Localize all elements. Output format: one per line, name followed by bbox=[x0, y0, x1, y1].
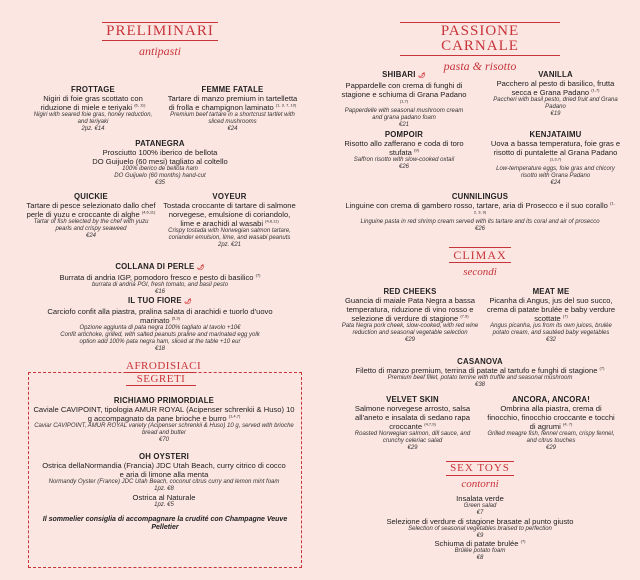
dish-cunnilingus: CUNNILINGUS Linguine con crema di gambero rosso, tartare, aria di Prosecco e il suo corallo $^{(1, 2, 3, 9)}$ Linguine pasta in red shrimp cream served with its tartare and its coral and air of prosecco €26 bbox=[345, 192, 615, 232]
dish-voyeur: VOYEUR Tostada croccante di tartare di salmone norvegese, emulsione di coriandolo, lime e arachidi al wasabi $^{(4,6,11)}$ Crispy tostada with Norwegian salmon tartare, coriander emulsion, lime, and wasabi peanuts 2pz. €21 bbox=[163, 192, 296, 248]
side-schiuma-patate: Schiuma di patate brulée $^{(7)}$ Brûlée potato foam €8 bbox=[434, 538, 526, 561]
side-verdure-stagione: Selezione di verdure di stagione brasate al punto giusto Selection of seasonal vegetables braised to perfection €9 bbox=[386, 517, 574, 539]
sextoys-header bbox=[440, 458, 520, 490]
dish-quickie: QUICKIE Tartare di pesce selezionato dallo chef perle di yuzu e croccante di alghe $^{(4,6,11)}$ Tartar of fish selected by the chef with yuzu pearls and crispy seaweed €24 bbox=[26, 192, 156, 239]
preliminari-subtitle: antipasti bbox=[138, 44, 181, 58]
sextoys-subtitle: contorni bbox=[461, 478, 499, 490]
passione-title: PASSIONE CARNALE bbox=[400, 22, 560, 56]
sommelier-note: Il sommelier consiglia di accompagnare la crudité con Champagne Veuve Pelletier bbox=[42, 516, 288, 531]
sextoys-title: SEX TOYS bbox=[446, 461, 514, 476]
passione-header bbox=[400, 22, 560, 74]
dish-red-cheeks: RED CHEEKS Guancia di maiale Pata Negra a bassa temperatura, riduzione di vino rosso e selezione di verdure di stagione $^{(7,9)}$ Pata Negra pork cheek, slow-cooked, with red wine reduction and seasonal vegetable selection €29 bbox=[341, 287, 479, 343]
dish-il-tuo-fiore: IL TUO FIORE 🌶 Carciofo confit alla piastra, pralina salata di arachidi e tuorlo d'uovo marinato $^{(5,3)}$ Opzione aggiunta di pata negra 100% tagliato al tavolo +10€ Confit artichoke, grilled, with salted peanuts praline and marinated egg yolk option add 100% pata negra ham, sliced at the table +10 eur €18 bbox=[47, 296, 273, 352]
chili-icon: 🌶 bbox=[196, 265, 205, 271]
dish-collana-di-perle: COLLANA DI PERLE 🌶 Burrata di andria IGP, pomodoro fresco e pesto di basilico $^{(7)}$ burrata di andria PGI, fresh tomato, and basil pesto €16 bbox=[59, 262, 261, 295]
chili-icon: 🌶 bbox=[418, 73, 426, 79]
dish-meat-me: MEAT ME Picanha di Angus, jus del suo succo, crema di patate brulée e baby verdure scottate $^{(7)}$ Angus picanha, jus from its own juices, brulée potato cream, and sautéed baby vegetables €32 bbox=[486, 287, 616, 343]
dish-velvet-skin: VELVET SKIN Salmone norvegese arrosto, salsa all'aneto e insalata di sedano rapa croccante $^{(4,7,9)}$ Roasted Norwegian salmon, dill sauce, and crunchy celeriac salad €29 bbox=[354, 395, 471, 451]
climax-subtitle: secondi bbox=[463, 266, 497, 278]
passione-subtitle: pasta & risotto bbox=[443, 59, 517, 73]
dish-femme-fatale: FEMME FATALE Tartare di manzo premium in tartelletta di frolla e champignon laminato $^{(1, 3, 7, 10)}$ Premium beef tartare in a shortcrust tartlet with sliced mushrooms €24 bbox=[167, 85, 298, 132]
preliminari-title: PRELIMINARI bbox=[102, 22, 218, 41]
side-insalata-verde: Insalata verde Green salad €7 bbox=[456, 494, 504, 516]
dish-ancora-ancora: ANCORA, ANCORA! Ombrina alla piastra, crema di finocchio, finocchio croccante e tocchi di agrumi $^{(4, 7)}$ Grilled meagre fish, fennel cream, crispy fennel, and citrus touches €29 bbox=[487, 395, 615, 451]
dish-patanegra: PATANEGRA Prosciutto 100% iberico de bellota DO Guijuelo (60 mesi) tagliato al coltello 100% iberico de bellota ham DO Guijuelo (60 months) hand-cut €35 bbox=[92, 139, 228, 186]
dish-shibari: SHIBARI 🌶 Pappardelle con crema di funghi di stagione e schiuma di Grana Padano $^{(1,7)}$ Papperdelle with seasonal mushroom cream and grana padano foam €21 bbox=[341, 70, 467, 128]
dish-oh-oysteri: OH OYSTERI Ostrica dellaNormandia (Francia) JDC Utah Beach, curry citrico di cocco e aria di limone alla menta Normandy Oyster (France) JDC Utah Beach, coconut citrus curry and lemon mint foam 1pz. €8 Ostrica al Naturale 1pz. €5 bbox=[42, 452, 286, 508]
dish-pompoir: POMPOIR Risotto allo zafferano e coda di toro stufata $^{(9)}$ Saffron risotto with slow-cooked oxtail €26 bbox=[344, 130, 464, 170]
dish-kenjataimu: KENJATAIMU Uova a bassa temperatura, foie gras e risotto di puntalette al Grana Padano $^{(1,3,7)}$ Low-temperature eggs, foie gras and chicory risotto with Grana Padano €24 bbox=[490, 130, 621, 186]
climax-header bbox=[440, 246, 520, 278]
climax-title: CLIMAX bbox=[449, 247, 510, 263]
afrodisiaci-header: AFRODISIACI SEGRETI bbox=[126, 360, 202, 385]
dish-frottage: FROTTAGE Nigiri di foie gras scottato con riduzione di miele e teriyaki $^{(6, 11)}$ Nigiri with seared foie gras, honey reduction, and teriyaki 2pz. €14 bbox=[33, 85, 153, 132]
dish-richiamo-primordiale: RICHIAMO PRIMORDIALE Caviale CAVIPOINT, tipologia AMUR ROYAL (Acipenser schrenkii & Huso) 10 g accompagnato da pane brioche e burro $^{(1,4,7)}$ Caviar CAVIPOINT, AMUR ROYAL variety (Acipenser schrenkii & Huso) 10 g, served with brioche bread and butter €70 bbox=[33, 396, 295, 443]
dish-casanova: CASANOVA Filetto di manzo premium, terrina di patate al tartufo e funghi di stagione $^{(7)}$ Premium beef fillet, potato terrine with truffle and seasonal mushroom €38 bbox=[355, 357, 605, 388]
chili-icon: 🌶 bbox=[184, 299, 192, 305]
preliminari-header bbox=[80, 22, 240, 59]
dish-vanilla: VANILLA Pacchero al pesto di basilico, frutta secca e Grana Padano $^{(1,7)}$ Paccheri with basil pesto, dried fruit and Grana Padano €19 bbox=[493, 70, 618, 117]
